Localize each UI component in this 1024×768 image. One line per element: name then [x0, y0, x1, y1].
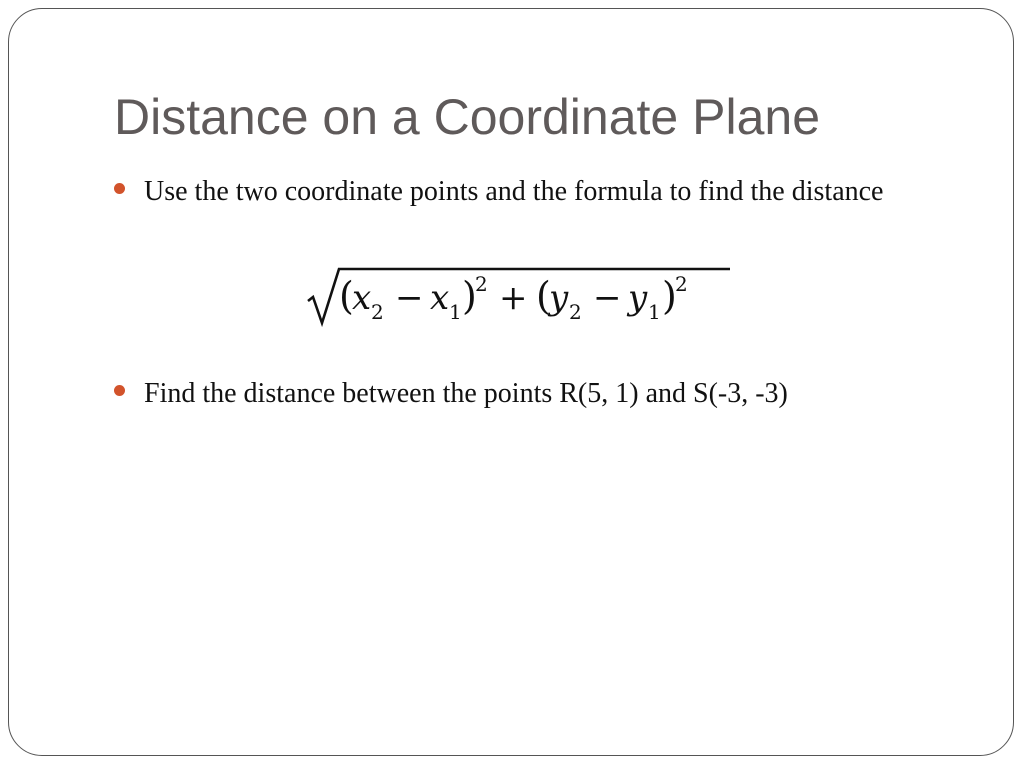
slide-title: Distance on a Coordinate Plane: [114, 89, 821, 145]
formula-exponent-1: 2: [475, 272, 488, 296]
formula-minus-2: −: [593, 278, 622, 318]
bullet-item-instruction: [114, 170, 914, 214]
formula-y1: y: [628, 278, 648, 318]
bullet-dot-icon: [114, 385, 125, 396]
formula-x1-subscript: 1: [449, 300, 462, 324]
formula-close-paren-1: ): [462, 274, 477, 318]
formula-x2: x: [352, 278, 372, 318]
formula-open-paren-2: (: [536, 274, 551, 318]
formula-plus: +: [499, 278, 528, 318]
bullet-dot-icon: [114, 183, 125, 194]
formula-y2-subscript: 2: [569, 300, 582, 324]
bullet-item-problem: [114, 372, 914, 416]
distance-formula: [305, 263, 735, 329]
formula-y1-subscript: 1: [648, 300, 661, 324]
formula-close-paren-2: ): [662, 274, 677, 318]
bullet-text: Find the distance between the points R(5, 1) and S(-3, -3): [144, 378, 788, 409]
formula-open-paren-1: (: [339, 274, 354, 318]
formula-exponent-2: 2: [675, 272, 688, 296]
formula-x1: x: [430, 278, 450, 318]
formula-minus-1: −: [395, 278, 424, 318]
formula-x2-subscript: 2: [371, 300, 384, 324]
formula-y2: y: [549, 278, 569, 318]
bullet-text: Use the two coordinate points and the formula to find the distance: [144, 176, 884, 207]
